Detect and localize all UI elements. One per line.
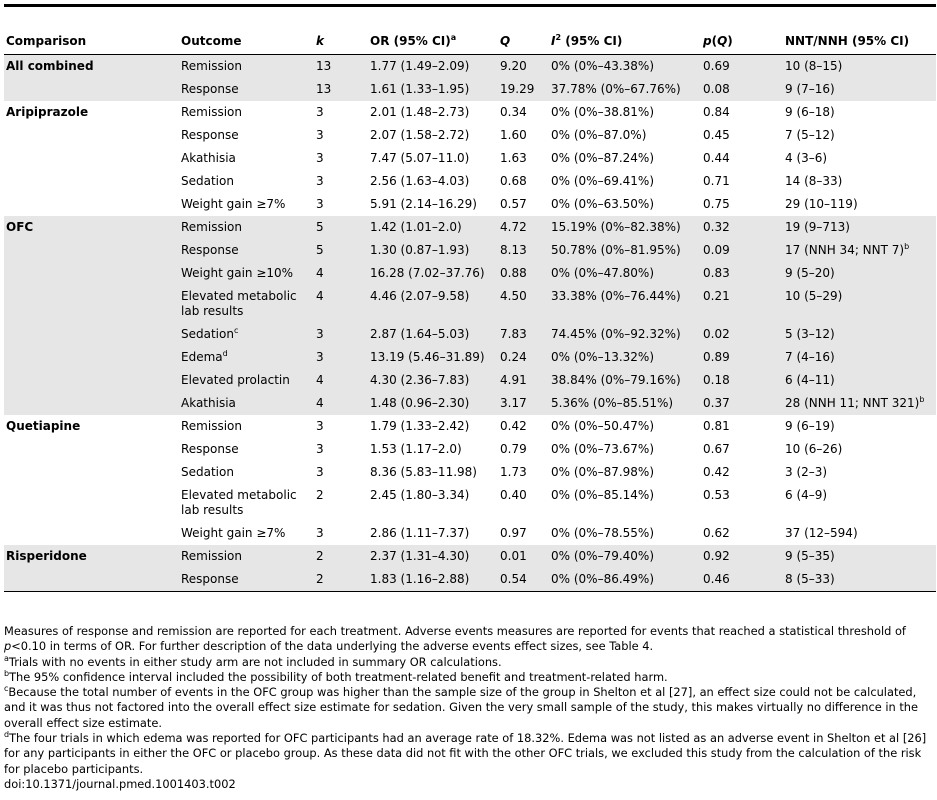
table-row <box>4 101 936 124</box>
cell-i2: 0% (0%–73.67%) <box>551 442 655 456</box>
header-i2: $I^2$ (95% CI) <box>549 30 701 55</box>
cell-q: 8.13 <box>498 239 549 262</box>
cell-nnt: 9 (7–16) <box>783 78 936 101</box>
cell-outcome: Response <box>179 78 314 101</box>
cell-pq: 0.92 <box>701 545 783 568</box>
cell-i2: 0% (0%–38.81%) <box>551 105 655 119</box>
cell-comparison: Quetiapine <box>6 419 81 433</box>
cell-i2: 0% (0%–69.41%) <box>551 174 655 188</box>
cell-or: 4.30 (2.36–7.83) <box>368 369 498 392</box>
cell-q: 0.34 <box>500 105 527 119</box>
table-top-rule <box>4 4 936 7</box>
table-body <box>4 55 936 592</box>
cell-outcome: Response <box>179 239 314 262</box>
cell-outcome: Weight gain ≥7% <box>181 197 286 211</box>
cell-i2: 38.84% (0%–79.16%) <box>549 369 701 392</box>
cell-comparison <box>4 78 179 101</box>
cell-k: 3 <box>316 197 324 211</box>
cell-or: 2.56 (1.63–4.03) <box>370 174 470 188</box>
cell-outcome: Akathisia <box>181 151 236 165</box>
cell-comparison <box>4 170 179 193</box>
cell-outcome: Remission <box>179 55 314 79</box>
cell-or: 1.48 (0.96–2.30) <box>368 392 498 415</box>
footnote-a: $^a$Trials with no events in either study arm are not included in summary OR calculations. <box>4 653 502 669</box>
cell-k: 5 <box>314 239 368 262</box>
cell-k: 3 <box>316 128 324 142</box>
table-row <box>4 262 936 285</box>
cell-i2: 0% (0%–13.32%) <box>549 346 701 369</box>
cell-k: 4 <box>314 285 368 323</box>
cell-nnt: 14 (8–33) <box>785 174 843 188</box>
cell-q: 9.20 <box>498 55 549 79</box>
cell-comparison <box>4 346 179 369</box>
cell-comparison <box>4 262 179 285</box>
cell-i2: 0% (0%–50.47%) <box>551 419 655 433</box>
cell-comparison: Aripiprazole <box>6 105 89 119</box>
table-row <box>4 170 936 193</box>
cell-pq: 0.46 <box>701 568 783 592</box>
table-footnotes <box>4 624 936 792</box>
cell-comparison <box>4 124 179 147</box>
table-row <box>4 545 936 568</box>
cell-i2: 0% (0%–78.55%) <box>551 526 655 540</box>
cell-i2: 0% (0%–63.50%) <box>551 197 655 211</box>
cell-q: 19.29 <box>498 78 549 101</box>
cell-or: 1.61 (1.33–1.95) <box>368 78 498 101</box>
header-k: k <box>314 30 368 55</box>
cell-q: 4.91 <box>498 369 549 392</box>
cell-nnt: 9 (6–19) <box>785 419 835 433</box>
cell-comparison <box>4 568 179 592</box>
cell-nnt: 37 (12–594) <box>785 526 858 540</box>
results-table <box>4 30 936 592</box>
cell-i2: 0% (0%–87.0%) <box>551 128 647 142</box>
cell-nnt: 4 (3–6) <box>785 151 828 165</box>
table-row <box>4 484 936 522</box>
cell-or: 16.28 (7.02–37.76) <box>368 262 498 285</box>
cell-q: 4.72 <box>498 216 549 239</box>
cell-outcome: Edema$^d$ <box>179 346 314 369</box>
footnote-main: Measures of response and remission are reported for each treatment. Adverse events measures are reported for events that reached a statistical threshold of p<0.10 in terms of OR. For further description of the data underlying the adverse events effect sizes, see Table 4. <box>4 624 906 654</box>
cell-pq: 0.08 <box>701 78 783 101</box>
cell-outcome: Weight gain ≥10% <box>179 262 314 285</box>
cell-pq: 0.81 <box>703 419 730 433</box>
cell-or: 2.87 (1.64–5.03) <box>368 323 498 346</box>
cell-comparison <box>4 369 179 392</box>
cell-i2: 0% (0%–43.38%) <box>549 55 701 79</box>
cell-k: 13 <box>314 55 368 79</box>
table-row <box>4 346 936 369</box>
cell-or: 1.53 (1.17–2.0) <box>370 442 462 456</box>
doi: doi:10.1371/journal.pmed.1001403.t002 <box>4 776 236 791</box>
footnote-b: $^b$The 95% confidence interval included the possibility of both treatment-related benefit and treatment-related harm. <box>4 669 668 684</box>
cell-or: 1.83 (1.16–2.88) <box>368 568 498 592</box>
cell-comparison <box>4 461 179 484</box>
cell-q: 0.68 <box>500 174 527 188</box>
cell-q: 0.97 <box>500 526 527 540</box>
table-row <box>4 568 936 592</box>
cell-k: 2 <box>314 568 368 592</box>
cell-k: 3 <box>314 323 368 346</box>
cell-q: 1.60 <box>500 128 527 142</box>
cell-or: 2.45 (1.80–3.34) <box>370 488 470 502</box>
cell-or: 1.79 (1.33–2.42) <box>370 419 470 433</box>
cell-q: 0.24 <box>498 346 549 369</box>
cell-nnt: 7 (5–12) <box>785 128 835 142</box>
cell-or: 13.19 (5.46–31.89) <box>368 346 498 369</box>
cell-i2: 0% (0%–79.40%) <box>549 545 701 568</box>
cell-nnt: 5 (3–12) <box>783 323 936 346</box>
cell-comparison: OFC <box>4 216 179 239</box>
cell-outcome: Elevated prolactin <box>179 369 314 392</box>
cell-q: 0.01 <box>498 545 549 568</box>
cell-or: 1.30 (0.87–1.93) <box>368 239 498 262</box>
cell-pq: 0.37 <box>701 392 783 415</box>
cell-or: 2.01 (1.48–2.73) <box>370 105 470 119</box>
header-row <box>4 30 936 55</box>
header-nnt: NNT/NNH (95% CI) <box>783 30 936 55</box>
table-row <box>4 323 936 346</box>
cell-i2: 74.45% (0%–92.32%) <box>549 323 701 346</box>
cell-nnt: 10 (5–29) <box>783 285 936 323</box>
cell-outcome: Response <box>181 442 239 456</box>
cell-q: 0.54 <box>498 568 549 592</box>
cell-nnt: 10 (8–15) <box>783 55 936 79</box>
cell-comparison <box>4 193 179 216</box>
cell-q: 3.17 <box>498 392 549 415</box>
cell-k: 3 <box>316 526 324 540</box>
table-row <box>4 438 936 461</box>
cell-q: 0.79 <box>500 442 527 456</box>
table-row <box>4 285 936 323</box>
cell-i2: 0% (0%–86.49%) <box>549 568 701 592</box>
cell-pq: 0.32 <box>701 216 783 239</box>
cell-pq: 0.09 <box>701 239 783 262</box>
header-q: Q <box>498 30 549 55</box>
cell-i2: 0% (0%–87.98%) <box>551 465 655 479</box>
cell-outcome: Sedation$^c$ <box>179 323 314 346</box>
cell-comparison <box>4 484 179 522</box>
header-pq: p(Q) <box>701 30 783 55</box>
cell-k: 2 <box>314 545 368 568</box>
cell-k: 3 <box>316 442 324 456</box>
cell-comparison <box>4 147 179 170</box>
cell-nnt: 3 (2–3) <box>785 465 828 479</box>
table-row <box>4 147 936 170</box>
cell-outcome: Remission <box>181 419 242 433</box>
cell-pq: 0.67 <box>703 442 730 456</box>
cell-or: 1.77 (1.49–2.09) <box>368 55 498 79</box>
table-row <box>4 369 936 392</box>
cell-pq: 0.69 <box>701 55 783 79</box>
cell-nnt: 17 (NNH 34; NNT 7)$^b$ <box>783 239 936 262</box>
cell-pq: 0.18 <box>701 369 783 392</box>
cell-i2: 37.78% (0%–67.76%) <box>549 78 701 101</box>
cell-outcome: Remission <box>179 545 314 568</box>
cell-comparison <box>4 285 179 323</box>
cell-q: 1.73 <box>500 465 527 479</box>
cell-pq: 0.84 <box>703 105 730 119</box>
cell-i2: 50.78% (0%–81.95%) <box>549 239 701 262</box>
cell-or: 1.42 (1.01–2.0) <box>368 216 498 239</box>
footnote-d: $^d$The four trials in which edema was reported for OFC participants had an average rate of 18.32%. Edema was not listed as an adverse event in Shelton et al [26] for any participants in either the OFC or placebo group. As these data did not fit with the other OFC trials, we excluded this study from the calculation of the risk for placebo participants. <box>4 730 927 776</box>
cell-or: 2.07 (1.58–2.72) <box>370 128 470 142</box>
table-row <box>4 78 936 101</box>
cell-or: 2.86 (1.11–7.37) <box>370 526 470 540</box>
cell-k: 4 <box>314 369 368 392</box>
cell-nnt: 6 (4–9) <box>785 488 828 502</box>
cell-q: 7.83 <box>498 323 549 346</box>
cell-k: 3 <box>316 105 324 119</box>
cell-comparison <box>4 239 179 262</box>
cell-i2: 0% (0%–87.24%) <box>551 151 655 165</box>
table-row <box>4 461 936 484</box>
cell-nnt: 9 (6–18) <box>785 105 835 119</box>
cell-k: 13 <box>314 78 368 101</box>
cell-nnt: 28 (NNH 11; NNT 321)$^b$ <box>783 392 936 415</box>
cell-or: 5.91 (2.14–16.29) <box>370 197 477 211</box>
cell-comparison: All combined <box>4 55 179 79</box>
cell-comparison <box>4 438 179 461</box>
cell-q: 0.42 <box>500 419 527 433</box>
cell-i2: 0% (0%–47.80%) <box>549 262 701 285</box>
cell-pq: 0.42 <box>703 465 730 479</box>
table-row <box>4 392 936 415</box>
cell-or: 2.37 (1.31–4.30) <box>368 545 498 568</box>
cell-pq: 0.21 <box>701 285 783 323</box>
cell-outcome: Akathisia <box>179 392 314 415</box>
cell-q: 0.88 <box>498 262 549 285</box>
cell-k: 5 <box>314 216 368 239</box>
cell-pq: 0.71 <box>703 174 730 188</box>
cell-pq: 0.89 <box>701 346 783 369</box>
cell-pq: 0.83 <box>701 262 783 285</box>
cell-nnt: 19 (9–713) <box>783 216 936 239</box>
cell-k: 4 <box>314 392 368 415</box>
cell-pq: 0.75 <box>703 197 730 211</box>
cell-i2: 5.36% (0%–85.51%) <box>549 392 701 415</box>
cell-q: 1.63 <box>500 151 527 165</box>
header-outcome: Outcome <box>179 30 314 55</box>
table-row <box>4 415 936 438</box>
cell-comparison <box>4 323 179 346</box>
cell-k: 3 <box>316 174 324 188</box>
cell-nnt: 6 (4–11) <box>783 369 936 392</box>
cell-i2: 33.38% (0%–76.44%) <box>549 285 701 323</box>
cell-i2: 15.19% (0%–82.38%) <box>549 216 701 239</box>
cell-nnt: 9 (5–20) <box>783 262 936 285</box>
cell-nnt: 8 (5–33) <box>783 568 936 592</box>
cell-outcome: Response <box>179 568 314 592</box>
cell-outcome: Sedation <box>181 174 234 188</box>
cell-pq: 0.53 <box>703 488 730 502</box>
footnote-c: $^c$Because the total number of events in the OFC group was higher than the sample size of the group in Shelton et al [27], an effect size could not be calculated, and it was thus not factored into the overall effect size estimate for sedation. Given the very small sample of the study, this makes virtually no difference in the overall effect size estimate. <box>4 684 919 730</box>
cell-nnt: 10 (6–26) <box>785 442 843 456</box>
header-or: OR (95% CI)$^a$ <box>368 30 498 55</box>
cell-or: 8.36 (5.83–11.98) <box>370 465 477 479</box>
header-comparison: Comparison <box>4 30 179 55</box>
cell-i2: 0% (0%–85.14%) <box>551 488 655 502</box>
cell-k: 2 <box>316 488 324 502</box>
cell-outcome: Weight gain ≥7% <box>181 526 286 540</box>
cell-nnt: 7 (4–16) <box>783 346 936 369</box>
cell-pq: 0.44 <box>703 151 730 165</box>
table-row <box>4 239 936 262</box>
cell-q: 0.57 <box>500 197 527 211</box>
table-row <box>4 124 936 147</box>
cell-q: 0.40 <box>500 488 527 502</box>
cell-k: 4 <box>314 262 368 285</box>
cell-k: 3 <box>314 346 368 369</box>
cell-q: 4.50 <box>498 285 549 323</box>
cell-outcome: Remission <box>179 216 314 239</box>
cell-nnt: 9 (5–35) <box>783 545 936 568</box>
table-row <box>4 193 936 216</box>
cell-or: 4.46 (2.07–9.58) <box>368 285 498 323</box>
cell-pq: 0.62 <box>703 526 730 540</box>
cell-k: 3 <box>316 465 324 479</box>
cell-outcome: Remission <box>181 105 242 119</box>
cell-nnt: 29 (10–119) <box>785 197 858 211</box>
cell-k: 3 <box>316 419 324 433</box>
cell-or: 7.47 (5.07–11.0) <box>370 151 470 165</box>
cell-outcome: Elevated metabolic lab results <box>179 285 314 323</box>
table-row <box>4 216 936 239</box>
cell-comparison: Risperidone <box>4 545 179 568</box>
cell-outcome: Response <box>181 128 239 142</box>
cell-outcome: Sedation <box>181 465 234 479</box>
cell-pq: 0.02 <box>701 323 783 346</box>
table-row <box>4 522 936 545</box>
cell-comparison <box>4 392 179 415</box>
cell-pq: 0.45 <box>703 128 730 142</box>
cell-comparison <box>4 522 179 545</box>
table-row <box>4 55 936 79</box>
cell-outcome: Elevated metabolic lab results <box>181 488 297 517</box>
cell-k: 3 <box>316 151 324 165</box>
